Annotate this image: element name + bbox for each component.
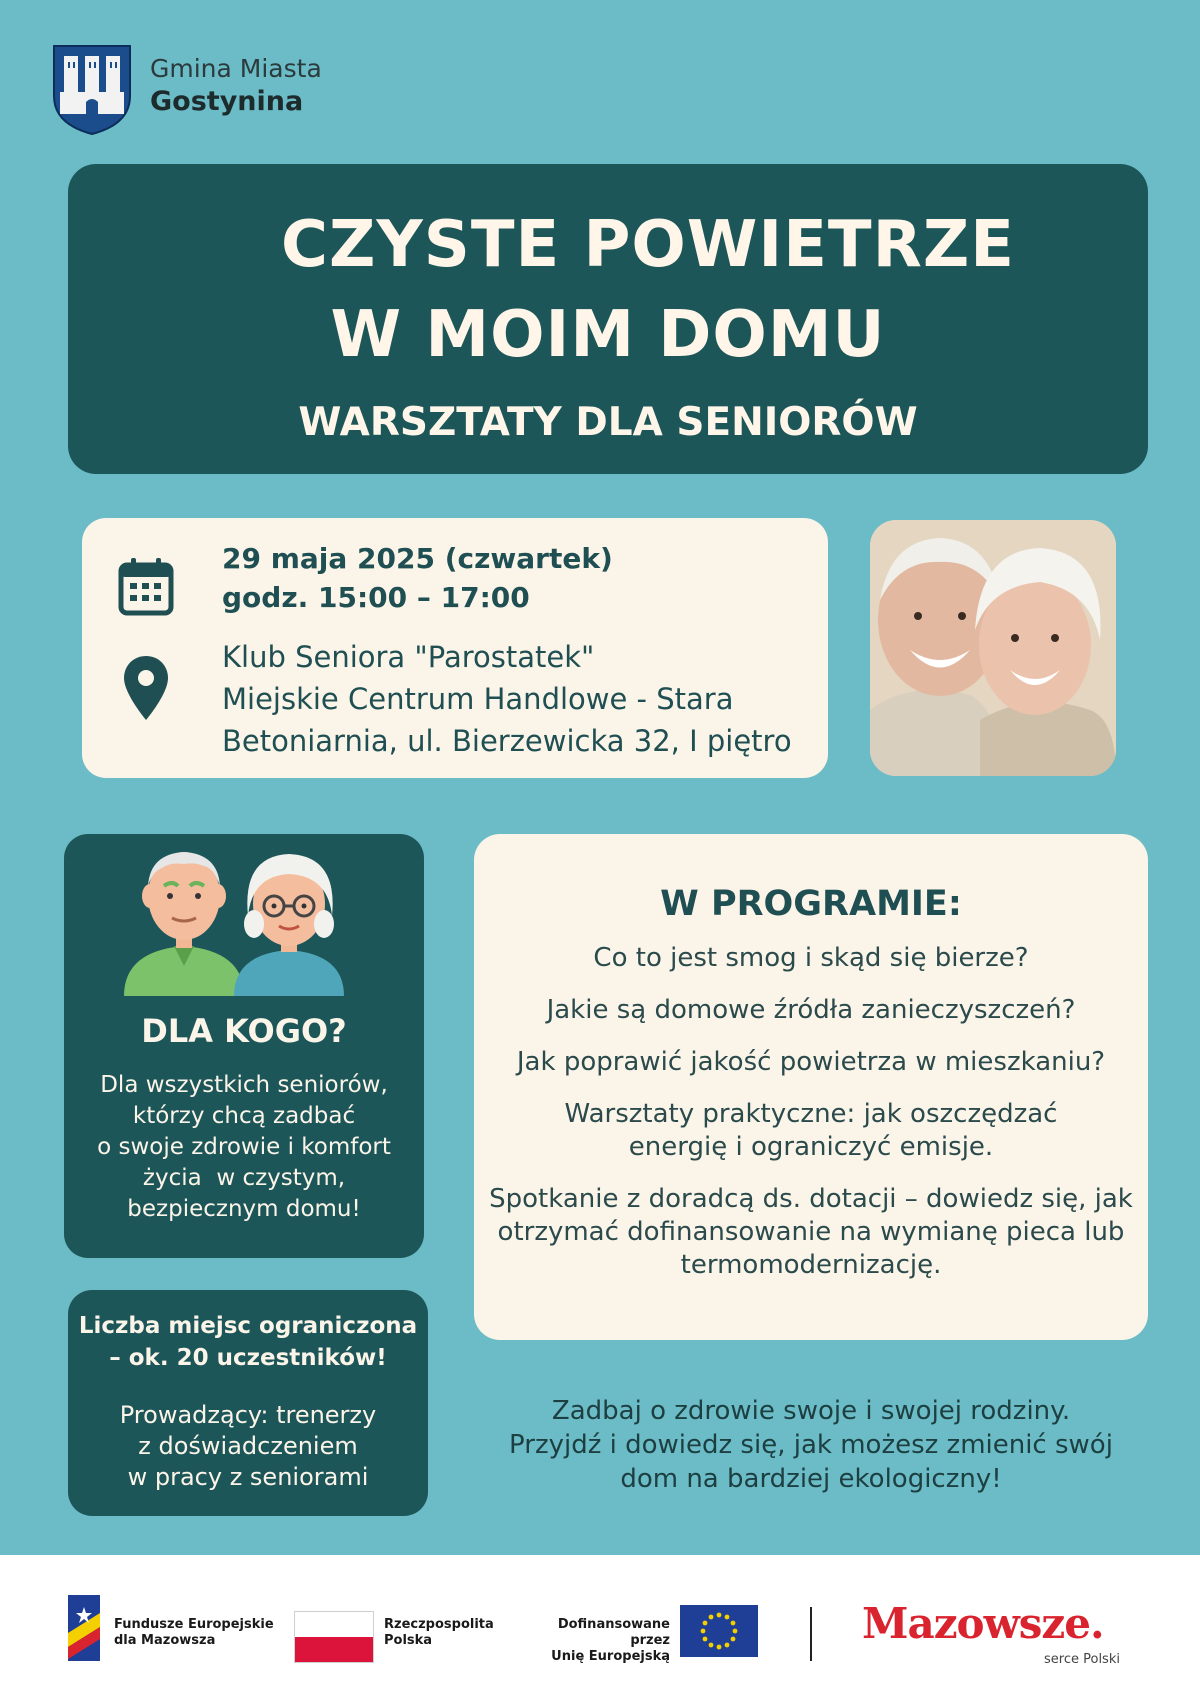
event-info-card — [82, 518, 828, 778]
footer-logos — [0, 1555, 1200, 1697]
eu-flag-icon — [680, 1605, 758, 1657]
target-audience-card — [64, 834, 424, 1258]
mazowsze-tagline: serce Polski — [1044, 1652, 1120, 1667]
event-venue — [222, 636, 792, 762]
gostynin-coat-of-arms-logo — [52, 44, 132, 136]
program-item: Spotkanie z doradcą ds. dotacji – dowiedz się, jak otrzymać dofinansowanie na wymianę pieca lub termomodernizację. — [489, 1184, 1133, 1280]
closing-line1: Zadbaj o zdrowie swoje i swojej rodziny. — [551, 1396, 1071, 1426]
eu-line2: Unię Europejską — [551, 1649, 670, 1664]
seniors-photo — [870, 520, 1116, 776]
program-item: Jak poprawić jakość powietrza w mieszkaniu? — [516, 1047, 1106, 1077]
audience-description — [74, 1070, 414, 1225]
seniors-illustration — [124, 846, 364, 996]
limit-line2: – ok. 20 uczestników! — [109, 1345, 387, 1371]
footer-divider — [810, 1607, 812, 1661]
hosts-info — [68, 1400, 428, 1493]
closing-line3: dom na bardziej ekologiczny! — [620, 1464, 1002, 1494]
pl-line1: Rzeczpospolita — [384, 1617, 494, 1632]
audience-line2: którzy chcą zadbać — [132, 1103, 356, 1129]
venue-line3: Betoniarnia, ul. Bierzewicka 32, I piętro — [222, 724, 792, 758]
fe-line2: dla Mazowsza — [114, 1633, 216, 1648]
program-item: Co to jest smog i skąd się bierze? — [593, 943, 1029, 973]
program-card — [474, 834, 1148, 1340]
hosts-line3: w pracy z seniorami — [127, 1463, 369, 1491]
audience-line3: o swoje zdrowie i komfort — [97, 1134, 391, 1160]
audience-line1: Dla wszystkich seniorów, — [100, 1072, 388, 1098]
participants-limit-card — [68, 1290, 428, 1516]
limit-notice — [68, 1310, 428, 1374]
program-list — [488, 942, 1134, 1301]
hosts-line1: Prowadzący: trenerzy — [119, 1401, 377, 1429]
venue-line1: Klub Seniora "Parostatek" — [222, 640, 595, 674]
audience-line5: bezpiecznym domu! — [127, 1196, 361, 1222]
program-item: Warsztaty praktyczne: jak oszczędzać energię i ograniczyć emisje. — [564, 1099, 1058, 1162]
closing-message — [474, 1394, 1148, 1496]
program-item: Jakie są domowe źródła zanieczyszczeń? — [546, 995, 1076, 1025]
fe-line1: Fundusze Europejskie — [114, 1617, 274, 1632]
subtitle: WARSZTATY DLA SENIORÓW — [298, 400, 918, 445]
title-banner — [68, 164, 1148, 474]
audience-heading: DLA KOGO? — [141, 1012, 347, 1050]
audience-line4: życia w czystym, — [142, 1165, 346, 1191]
venue-line2: Miejskie Centrum Handlowe - Stara — [222, 682, 734, 716]
event-time: godz. 15:00 – 17:00 — [222, 581, 530, 614]
org-name-line1: Gmina Miasta — [150, 54, 322, 83]
european-funds-label — [114, 1617, 274, 1649]
location-pin-icon — [122, 654, 170, 722]
limit-line1: Liczba miejsc ograniczona — [78, 1313, 418, 1339]
title-line2: W MOIM DOMU — [330, 298, 886, 372]
poland-flag-icon — [294, 1611, 374, 1663]
closing-line2: Przyjdź i dowiedz się, jak możesz zmienić swój — [509, 1430, 1113, 1460]
calendar-icon — [118, 556, 174, 616]
mazowsze-logo: Mazowsze. — [862, 1599, 1104, 1648]
program-heading: W PROGRAMIE: — [660, 884, 962, 924]
poland-label — [384, 1617, 494, 1649]
eu-line1: Dofinansowane przez — [557, 1617, 670, 1648]
org-name-line2: Gostynina — [150, 86, 304, 117]
european-funds-icon — [66, 1593, 102, 1663]
pl-line2: Polska — [384, 1633, 433, 1648]
hosts-line2: z doświadczeniem — [138, 1432, 358, 1460]
eu-funding-label — [520, 1617, 670, 1665]
title-line1: CZYSTE POWIETRZE — [281, 208, 1015, 282]
event-date: 29 maja 2025 (czwartek) — [222, 542, 613, 575]
